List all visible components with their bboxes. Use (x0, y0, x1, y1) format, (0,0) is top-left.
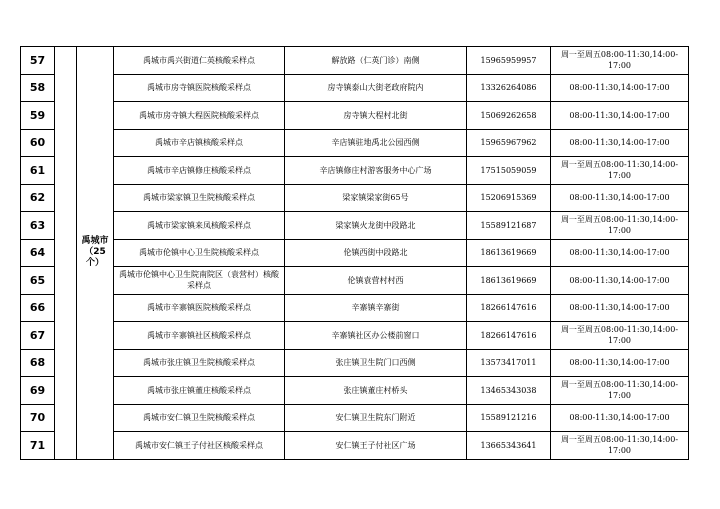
table-row (21, 404, 689, 432)
service-hours: 周一至周五08:00-11:30,14:00-17:00 (551, 322, 689, 350)
table-row (21, 349, 689, 377)
site-name: 禹城市张庄镇卫生院核酸采样点 (114, 349, 285, 377)
site-name: 禹城市辛店镇核酸采样点 (114, 129, 285, 157)
site-address: 辛店镇修庄村游客服务中心广场 (285, 157, 467, 185)
site-name: 禹城市安仁镇王子付社区核酸采样点 (114, 432, 285, 460)
table-row (21, 102, 689, 130)
contact-phone: 13465343038 (467, 377, 551, 405)
service-hours: 08:00-11:30,14:00-17:00 (551, 294, 689, 322)
site-address: 辛寨镇辛寨街 (285, 294, 467, 322)
row-number: 58 (21, 74, 55, 102)
site-name: 禹城市张庄镇董庄核酸采样点 (114, 377, 285, 405)
contact-phone: 18613619669 (467, 239, 551, 267)
service-hours: 周一至周五08:00-11:30,14:00-17:00 (551, 157, 689, 185)
site-address: 梁家镇火龙街中段路北 (285, 212, 467, 240)
spacer-cell (55, 129, 77, 157)
spacer-cell (55, 47, 77, 75)
spacer-cell (55, 157, 77, 185)
table-row (21, 157, 689, 185)
table-row (21, 184, 689, 212)
contact-phone: 15965967962 (467, 129, 551, 157)
site-address: 安仁镇王子付社区广场 (285, 432, 467, 460)
row-number: 62 (21, 184, 55, 212)
contact-phone: 18266147616 (467, 294, 551, 322)
service-hours: 08:00-11:30,14:00-17:00 (551, 267, 689, 295)
spacer-cell (55, 404, 77, 432)
table-row (21, 129, 689, 157)
row-number: 59 (21, 102, 55, 130)
service-hours: 周一至周五08:00-11:30,14:00-17:00 (551, 432, 689, 460)
service-hours: 08:00-11:30,14:00-17:00 (551, 404, 689, 432)
row-number: 70 (21, 404, 55, 432)
contact-phone: 18613619669 (467, 267, 551, 295)
row-number: 64 (21, 239, 55, 267)
contact-phone: 13573417011 (467, 349, 551, 377)
service-hours: 08:00-11:30,14:00-17:00 (551, 129, 689, 157)
site-name: 禹城市禹兴街道仁英核酸采样点 (114, 47, 285, 75)
site-name: 禹城市安仁镇卫生院核酸采样点 (114, 404, 285, 432)
spacer-cell (55, 349, 77, 377)
table-row (21, 74, 689, 102)
site-name: 禹城市伦镇中心卫生院核酸采样点 (114, 239, 285, 267)
service-hours: 08:00-11:30,14:00-17:00 (551, 349, 689, 377)
spacer-cell (55, 74, 77, 102)
site-address: 张庄镇卫生院门口西侧 (285, 349, 467, 377)
contact-phone: 15069262658 (467, 102, 551, 130)
table-row (21, 212, 689, 240)
site-address: 伦镇袁营村村西 (285, 267, 467, 295)
service-hours: 周一至周五08:00-11:30,14:00-17:00 (551, 47, 689, 75)
site-name: 禹城市伦镇中心卫生院南院区（袁营村）核酸采样点 (114, 267, 285, 295)
row-number: 66 (21, 294, 55, 322)
site-address: 辛寨镇社区办公楼前窗口 (285, 322, 467, 350)
service-hours: 08:00-11:30,14:00-17:00 (551, 102, 689, 130)
spacer-cell (55, 239, 77, 267)
row-number: 61 (21, 157, 55, 185)
contact-phone: 15589121687 (467, 212, 551, 240)
site-address: 解放路（仁英门诊）南侧 (285, 47, 467, 75)
row-number: 60 (21, 129, 55, 157)
spacer-cell (55, 267, 77, 295)
site-address: 梁家镇梁家街65号 (285, 184, 467, 212)
site-name: 禹城市辛店镇修庄核酸采样点 (114, 157, 285, 185)
contact-phone: 15206915369 (467, 184, 551, 212)
spacer-cell (55, 432, 77, 460)
row-number: 69 (21, 377, 55, 405)
contact-phone: 18266147616 (467, 322, 551, 350)
site-address: 房寺镇泰山大街老政府院内 (285, 74, 467, 102)
site-address: 伦镇西街中段路北 (285, 239, 467, 267)
service-hours: 08:00-11:30,14:00-17:00 (551, 184, 689, 212)
row-number: 63 (21, 212, 55, 240)
site-name: 禹城市房寺镇医院核酸采样点 (114, 74, 285, 102)
spacer-cell (55, 184, 77, 212)
service-hours: 08:00-11:30,14:00-17:00 (551, 239, 689, 267)
site-name: 禹城市梁家镇卫生院核酸采样点 (114, 184, 285, 212)
spacer-cell (55, 212, 77, 240)
table-row (21, 432, 689, 460)
table-row (21, 377, 689, 405)
sampling-points-table (20, 46, 689, 460)
site-name: 禹城市房寺镇大程医院核酸采样点 (114, 102, 285, 130)
row-number: 57 (21, 47, 55, 75)
contact-phone: 13665343641 (467, 432, 551, 460)
contact-phone: 17515059059 (467, 157, 551, 185)
site-name: 禹城市辛寨镇社区核酸采样点 (114, 322, 285, 350)
service-hours: 周一至周五08:00-11:30,14:00-17:00 (551, 212, 689, 240)
spacer-cell (55, 377, 77, 405)
contact-phone: 15589121216 (467, 404, 551, 432)
spacer-cell (55, 322, 77, 350)
site-address: 张庄镇董庄村桥头 (285, 377, 467, 405)
service-hours: 周一至周五08:00-11:30,14:00-17:00 (551, 377, 689, 405)
site-name: 禹城市梁家镇来凤核酸采样点 (114, 212, 285, 240)
contact-phone: 15965959957 (467, 47, 551, 75)
spacer-cell (55, 102, 77, 130)
row-number: 65 (21, 267, 55, 295)
row-number: 71 (21, 432, 55, 460)
service-hours: 08:00-11:30,14:00-17:00 (551, 74, 689, 102)
contact-phone: 13326264086 (467, 74, 551, 102)
site-address: 房寺镇大程村北街 (285, 102, 467, 130)
district-label: 禹城市（25个） (77, 47, 114, 460)
row-number: 67 (21, 322, 55, 350)
site-name: 禹城市辛寨镇医院核酸采样点 (114, 294, 285, 322)
table-row (21, 47, 689, 75)
site-address: 辛店镇驻地禹北公园西侧 (285, 129, 467, 157)
site-address: 安仁镇卫生院东门附近 (285, 404, 467, 432)
table-row (21, 294, 689, 322)
row-number: 68 (21, 349, 55, 377)
table-row (21, 267, 689, 295)
table-row (21, 239, 689, 267)
spacer-cell (55, 294, 77, 322)
table-row (21, 322, 689, 350)
